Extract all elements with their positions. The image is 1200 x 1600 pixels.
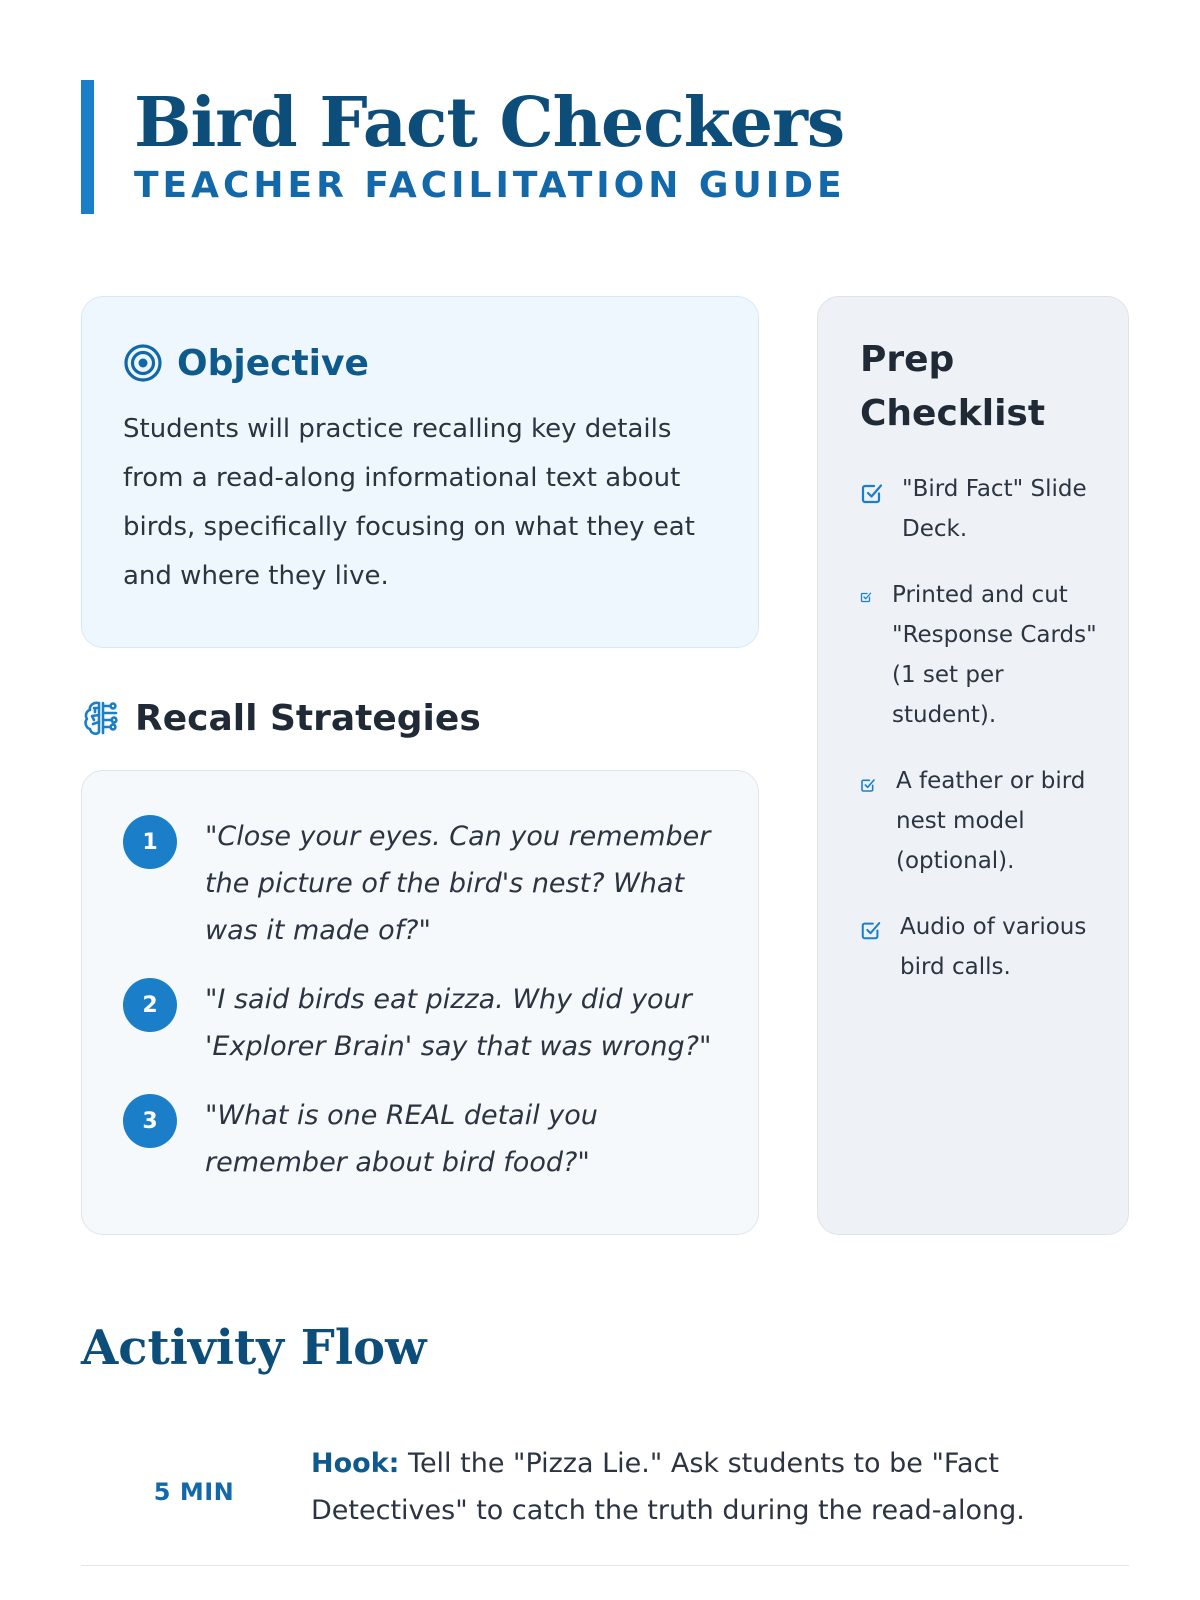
checklist-item xyxy=(860,907,1098,987)
objective-heading xyxy=(123,335,718,391)
page-subtitle: TEACHER FACILITATION GUIDE xyxy=(134,165,846,206)
checkbox-checked-icon xyxy=(860,591,872,603)
objective-title: Objective xyxy=(177,342,369,384)
activity-flow-title: Activity Flow xyxy=(81,1320,427,1376)
activity-step xyxy=(81,1440,1129,1566)
step-text: Tell the "Pizza Lie." Ask students to be "Fact Detectives" to catch the truth during the read-along. xyxy=(311,1448,1025,1526)
strategy-item xyxy=(123,976,718,1070)
objective-text: Students will practice recalling key details from a read-along informational text about birds, specifically focusing on what they eat and where they live. xyxy=(123,414,695,591)
checklist xyxy=(860,469,1098,987)
strategy-item xyxy=(123,813,718,954)
recall-title: Recall Strategies xyxy=(135,697,481,739)
checklist-item-text: A feather or bird nest model (optional). xyxy=(896,768,1086,874)
number-badge: 3 xyxy=(123,1094,177,1148)
checklist-item-text: Printed and cut "Response Cards" (1 set per student). xyxy=(892,582,1097,728)
strategy-text: "I said birds eat pizza. Why did your 'Explorer Brain' say that was wrong?" xyxy=(205,984,712,1062)
page-header xyxy=(81,80,846,214)
checkbox-checked-icon xyxy=(860,919,882,941)
step-duration: 5 MIN xyxy=(153,1478,235,1506)
recall-heading xyxy=(81,690,481,746)
checkbox-checked-icon xyxy=(860,777,876,793)
strategy-text: "What is one REAL detail you remember about bird food?" xyxy=(205,1100,598,1178)
number-badge: 2 xyxy=(123,978,177,1032)
page-title: Bird Fact Checkers xyxy=(134,83,845,163)
objective-card xyxy=(81,296,759,648)
checkbox-checked-icon xyxy=(860,481,884,505)
checklist-item xyxy=(860,761,1098,881)
strategy-item xyxy=(123,1092,718,1186)
target-icon xyxy=(123,343,163,383)
step-description xyxy=(311,1440,1101,1534)
checklist-item xyxy=(860,575,1098,735)
checklist-item-text: "Bird Fact" Slide Deck. xyxy=(902,476,1087,542)
checklist-item-text: Audio of various bird calls. xyxy=(900,914,1087,980)
prep-checklist-title: Prep Checklist xyxy=(860,339,1046,434)
strategy-text: "Close your eyes. Can you remember the picture of the bird's nest? What was it made of?" xyxy=(205,821,711,946)
checklist-item xyxy=(860,469,1098,549)
prep-checklist-card xyxy=(817,296,1129,1235)
brain-icon xyxy=(81,698,121,738)
step-label: Hook: xyxy=(311,1448,400,1479)
recall-card xyxy=(81,770,759,1235)
number-badge: 1 xyxy=(123,815,177,869)
